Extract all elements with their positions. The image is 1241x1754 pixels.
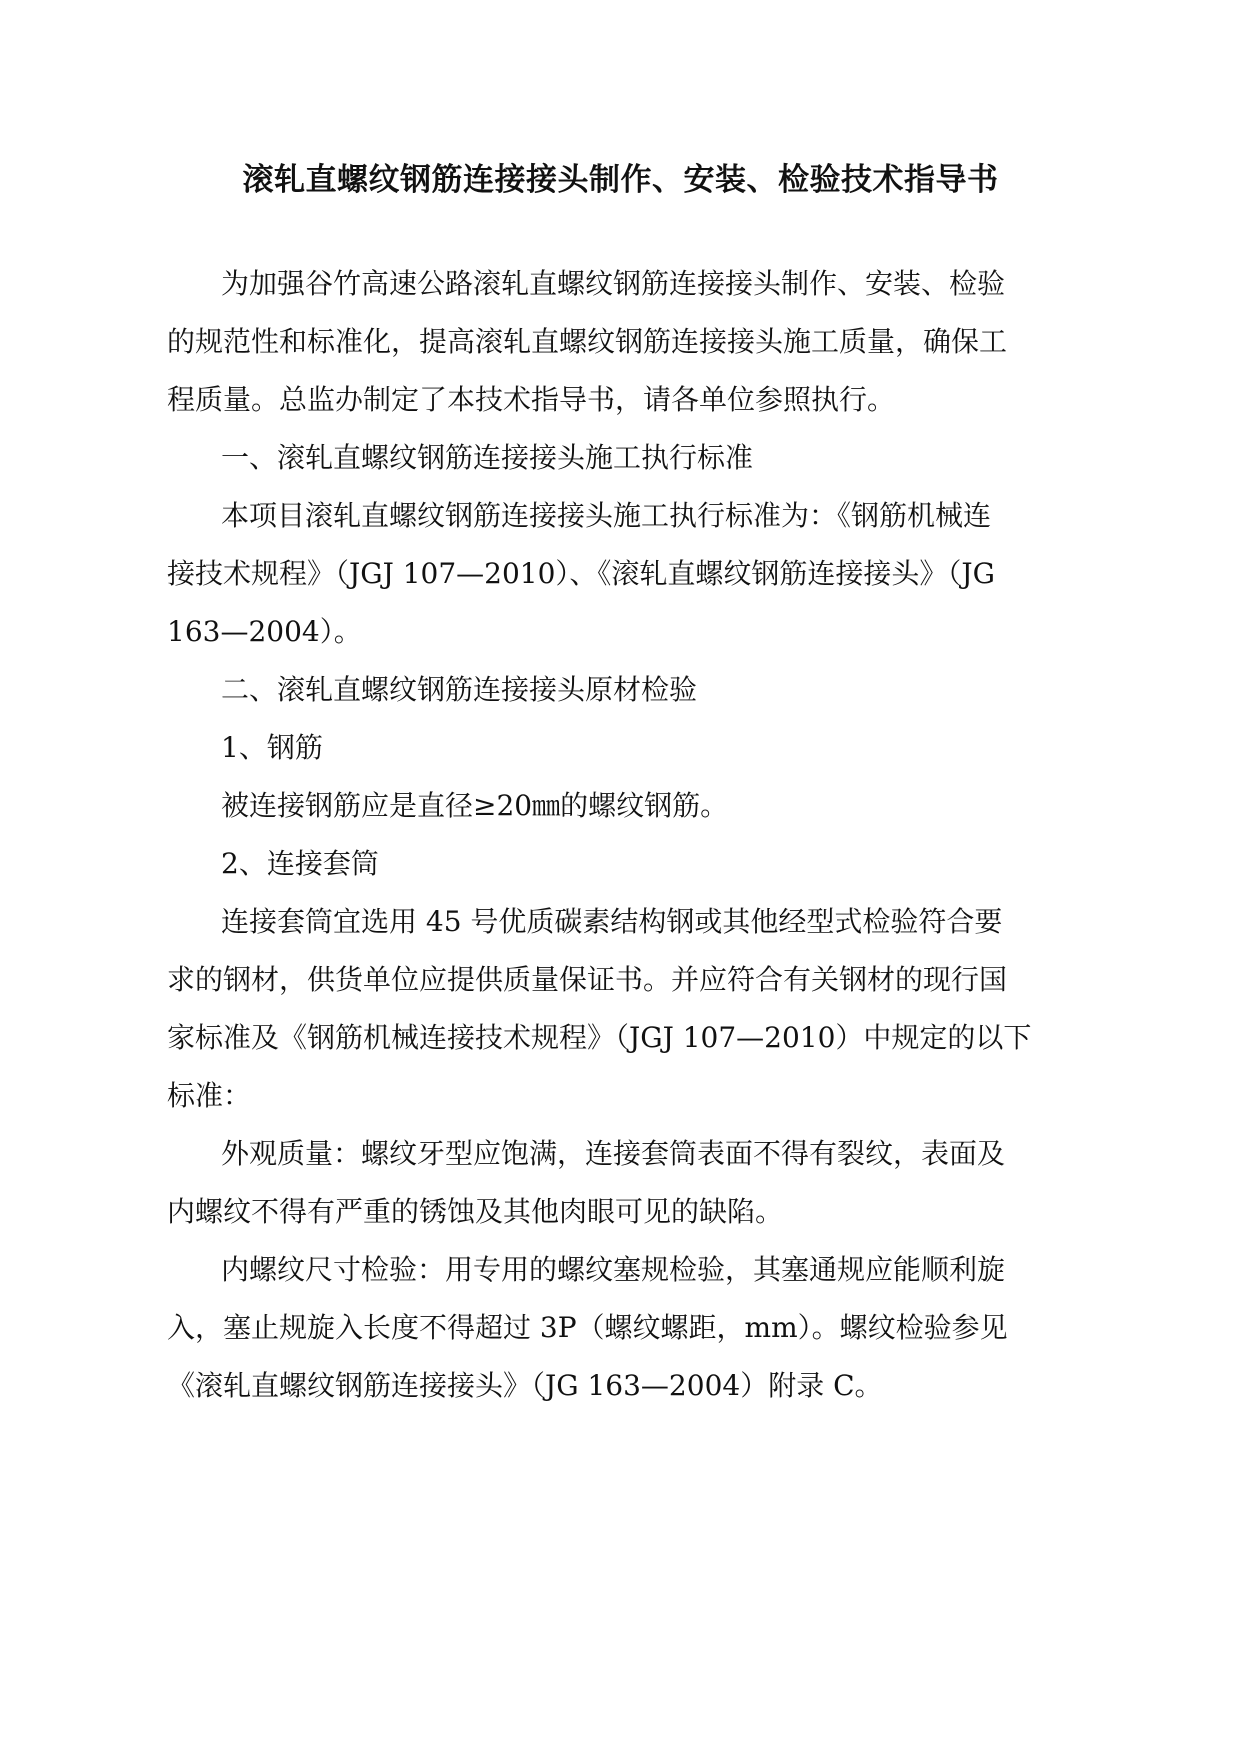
paragraph-line: 的规范性和标准化，提高滚轧直螺纹钢筋连接接头施工质量，确保工	[167, 325, 1008, 358]
paragraph-line: 外观质量：螺纹牙型应饱满，连接套筒表面不得有裂纹，表面及	[221, 1137, 1006, 1170]
paragraph-line: 为加强谷竹高速公路滚轧直螺纹钢筋连接接头制作、安装、检验	[221, 267, 1006, 300]
paragraph-line: 被连接钢筋应是直径≥20㎜的螺纹钢筋。	[221, 789, 729, 822]
subsection-heading: 1、钢筋	[221, 731, 323, 764]
paragraph-line: 入，塞止规旋入长度不得超过 3P（螺纹螺距，mm）。螺纹检验参见	[167, 1311, 1008, 1344]
document-title: 滚轧直螺纹钢筋连接接头制作、安装、检验技术指导书	[242, 162, 999, 198]
paragraph-line: 接技术规程》（JGJ 107—2010）、《滚轧直螺纹钢筋连接接头》（JG	[167, 557, 996, 590]
paragraph-line: 内螺纹尺寸检验：用专用的螺纹塞规检验，其塞通规应能顺利旋	[221, 1253, 1006, 1286]
paragraph-line: 程质量。总监办制定了本技术指导书，请各单位参照执行。	[167, 383, 896, 416]
subsection-heading: 2、连接套筒	[221, 847, 379, 880]
paragraph-line: 内螺纹不得有严重的锈蚀及其他肉眼可见的缺陷。	[167, 1195, 784, 1228]
paragraph-line: 本项目滚轧直螺纹钢筋连接接头施工执行标准为：《钢筋机械连	[221, 499, 992, 532]
paragraph-line: 连接套筒宜选用 45 号优质碳素结构钢或其他经型式检验符合要	[221, 905, 1003, 938]
paragraph-line: 标准：	[167, 1079, 252, 1112]
paragraph-line: 求的钢材，供货单位应提供质量保证书。并应符合有关钢材的现行国	[167, 963, 1008, 996]
section-heading: 二、滚轧直螺纹钢筋连接接头原材检验	[221, 673, 698, 706]
paragraph-line: 家标准及《钢筋机械连接技术规程》（JGJ 107—2010）中规定的以下	[167, 1021, 1032, 1054]
paragraph-line: 163—2004）。	[167, 615, 362, 648]
section-heading: 一、滚轧直螺纹钢筋连接接头施工执行标准	[221, 441, 754, 474]
paragraph-line: 《滚轧直螺纹钢筋连接接头》（JG 163—2004）附录 C。	[167, 1369, 883, 1402]
